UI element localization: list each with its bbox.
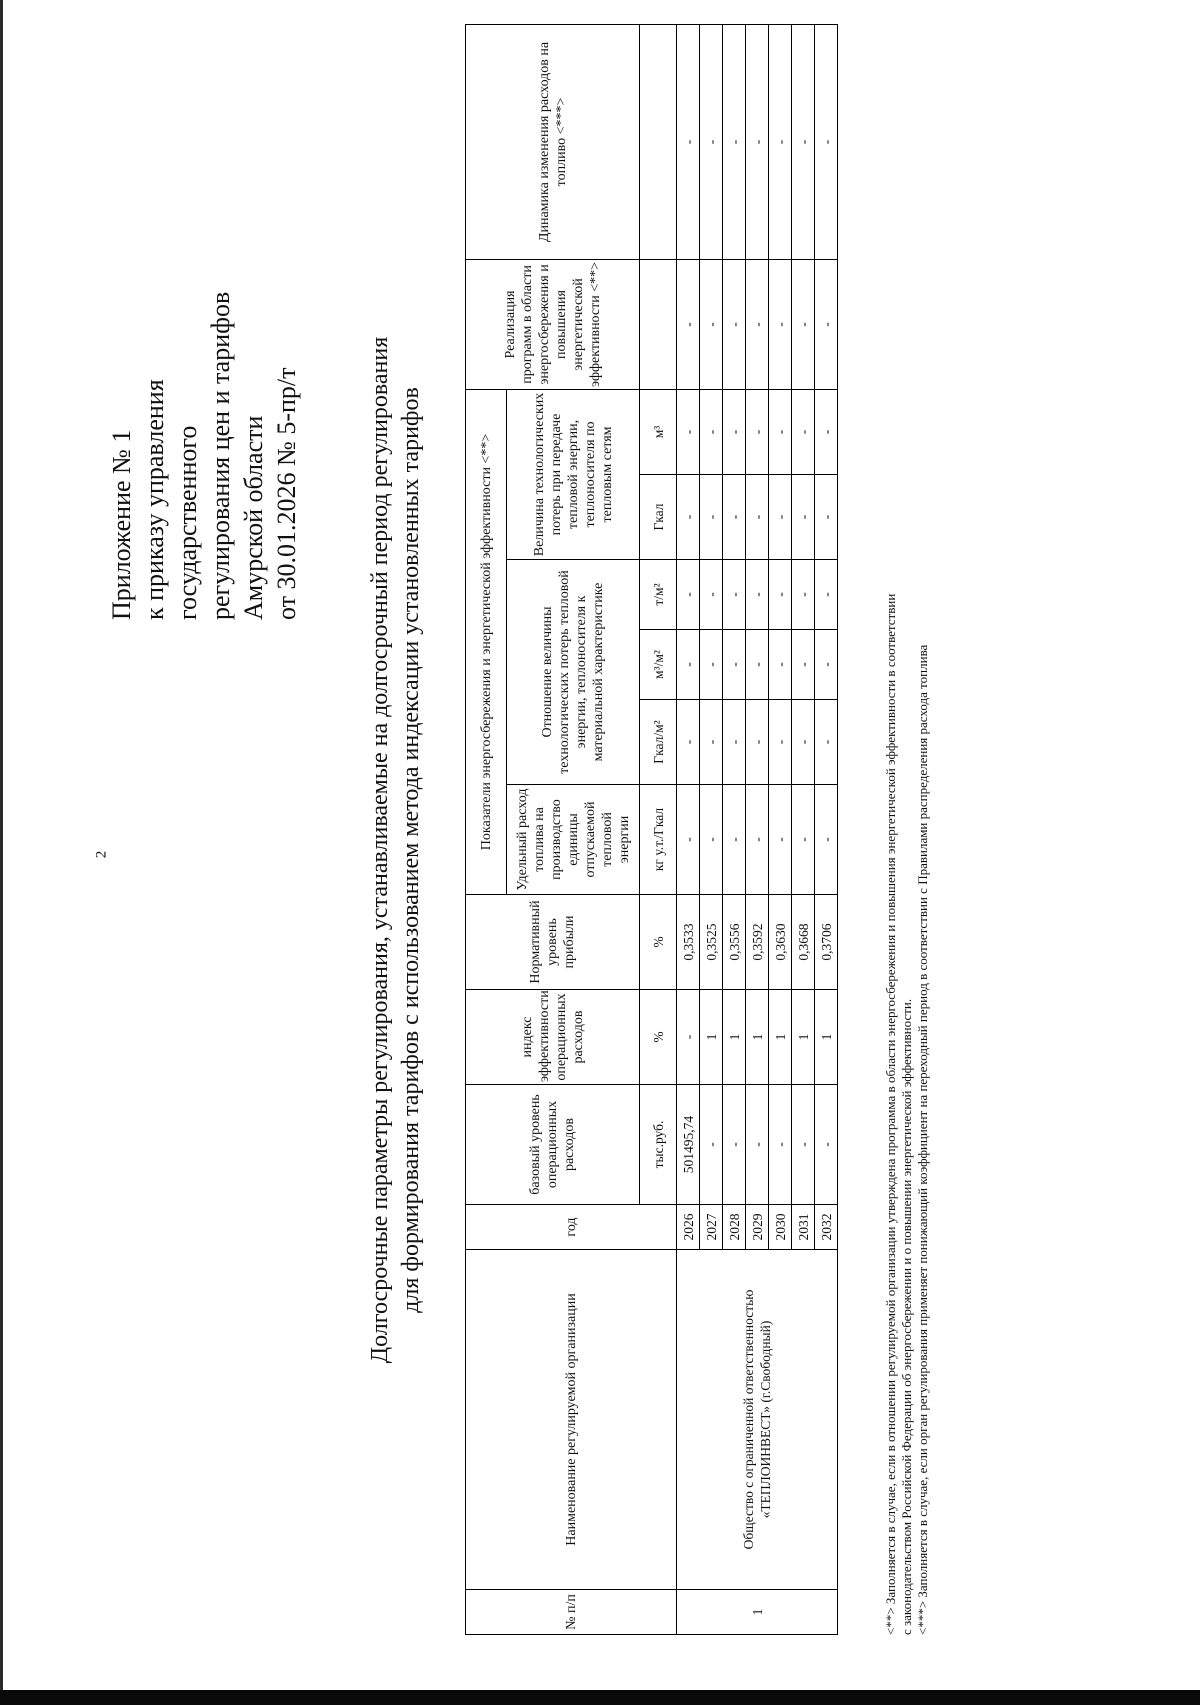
cell-losses-m3: - (792, 389, 815, 474)
cell-specific-fuel: - (723, 785, 746, 895)
cell-programs: - (746, 259, 769, 389)
cell-profit: 0,3533 (677, 895, 700, 990)
unit-losses-m3: м³ (640, 389, 677, 474)
appendix-line: государственного (173, 425, 202, 620)
cell-specific-fuel: - (700, 785, 723, 895)
cell-index: 1 (769, 990, 792, 1085)
unit-ratio-m3: м³/м² (640, 630, 677, 700)
appendix-line: к приказу управления (140, 379, 169, 620)
cell-programs: - (815, 259, 838, 389)
cell-ratio-m3: - (677, 630, 700, 700)
org-name: Общество с ограниченной ответственностью «ТЕПЛОИНВЕСТ» (г.Свободный) (677, 1250, 838, 1590)
cell-programs: - (769, 259, 792, 389)
cell-fuel-dynamics: - (677, 24, 700, 259)
footnote-2: <***> Заполняется в случае, если орган регулирования применяет понижающий коэффициент на переходный период в соответствии с Правилами распределения расхода топлива (915, 644, 930, 1635)
cell-ratio-m3: - (792, 630, 815, 700)
appendix-block (105, 20, 303, 620)
cell-ratio-t: - (769, 560, 792, 630)
cell-index: 1 (700, 990, 723, 1085)
rotated-page (20, 10, 1180, 1680)
appendix-line: от 30.01.2026 № 5-пр/т (272, 367, 301, 620)
cell-ratio-gcal: - (723, 700, 746, 785)
cell-ratio-m3: - (700, 630, 723, 700)
cell-fuel-dynamics: - (792, 24, 815, 259)
title-line-2: для формирования тарифов с использованием метода индексации установленных тарифов (398, 387, 424, 1313)
cell-programs: - (700, 259, 723, 389)
unit-base: тыс.руб. (640, 1085, 677, 1205)
cell-ratio-t: - (746, 560, 769, 630)
cell-ratio-t: - (792, 560, 815, 630)
header-losses: Величина технологических потерь при передаче тепловой энергии, теплоносителя по тепловым сетям (507, 389, 640, 559)
cell-base: - (792, 1085, 815, 1205)
header-ratio: Отношение величины технологических потерь тепловой энергии, теплоносителя к материальной характеристике (507, 560, 640, 785)
scan-bottom-edge (0, 1690, 1200, 1705)
cell-ratio-t: - (677, 560, 700, 630)
cell-base: - (746, 1085, 769, 1205)
cell-programs: - (792, 259, 815, 389)
cell-base: - (769, 1085, 792, 1205)
header-row-1 (466, 24, 507, 1634)
appendix-line: Приложение № 1 (107, 429, 136, 620)
header-specific-fuel: Удельный расход топлива на производство единицы отпускаемой тепловой энергии (507, 785, 640, 895)
cell-programs: - (677, 259, 700, 389)
cell-index: 1 (815, 990, 838, 1085)
cell-ratio-t: - (723, 560, 746, 630)
cell-index: 1 (746, 990, 769, 1085)
unit-programs (640, 259, 677, 389)
cell-ratio-gcal: - (677, 700, 700, 785)
cell-base: - (815, 1085, 838, 1205)
cell-losses-gcal: - (746, 475, 769, 560)
cell-profit: 0,3556 (723, 895, 746, 990)
cell-fuel-dynamics: - (815, 24, 838, 259)
cell-ratio-t: - (815, 560, 838, 630)
cell-base: - (723, 1085, 746, 1205)
cell-profit: 0,3668 (792, 895, 815, 990)
cell-ratio-gcal: - (815, 700, 838, 785)
cell-profit: 0,3525 (700, 895, 723, 990)
cell-ratio-gcal: - (792, 700, 815, 785)
cell-ratio-gcal: - (700, 700, 723, 785)
header-fuel-dynamics: Динамика изменения расходов на топливо <***> (466, 24, 640, 259)
page-number: 2 (93, 850, 110, 859)
cell-losses-m3: - (815, 389, 838, 474)
cell-losses-gcal: - (815, 475, 838, 560)
unit-index: % (640, 990, 677, 1085)
cell-year: 2028 (723, 1205, 746, 1250)
cell-ratio-m3: - (746, 630, 769, 700)
document-title (365, 100, 427, 1600)
footnote-1-line-1: <**> Заполняется в случае, если в отношении регулируемой организации утверждена программа в области энергосбережения и повышения энергетической эффективности в соответствии (883, 593, 898, 1635)
header-base: базовый уровень операционных расходов (466, 1085, 640, 1205)
cell-losses-gcal: - (723, 475, 746, 560)
cell-fuel-dynamics: - (723, 24, 746, 259)
header-year: год (466, 1205, 677, 1250)
unit-losses-gcal: Гкал (640, 475, 677, 560)
scan-left-edge (0, 0, 3, 1690)
header-org: Наименование регулируемой организации (466, 1250, 677, 1590)
org-number: 1 (677, 1590, 838, 1635)
cell-losses-m3: - (723, 389, 746, 474)
cell-year: 2032 (815, 1205, 838, 1250)
cell-year: 2027 (700, 1205, 723, 1250)
header-num: № п/п (466, 1590, 677, 1635)
appendix-line: регулирования цен и тарифов (206, 291, 235, 620)
cell-losses-gcal: - (677, 475, 700, 560)
cell-profit: 0,3630 (769, 895, 792, 990)
cell-profit: 0,3592 (746, 895, 769, 990)
cell-losses-gcal: - (792, 475, 815, 560)
cell-specific-fuel: - (769, 785, 792, 895)
cell-losses-gcal: - (700, 475, 723, 560)
header-programs: Реализация программ в области энергосбережения и повышения энергетической эффективности <**> (466, 259, 640, 389)
cell-base: 501495,74 (677, 1085, 700, 1205)
cell-index: - (677, 990, 700, 1085)
table-row (677, 24, 700, 1634)
cell-year: 2026 (677, 1205, 700, 1250)
header-index: индекс эффективности операционных расходов (466, 990, 640, 1085)
cell-base: - (700, 1085, 723, 1205)
footnotes (883, 25, 931, 1635)
cell-ratio-m3: - (723, 630, 746, 700)
cell-profit: 0,3706 (815, 895, 838, 990)
cell-index: 1 (792, 990, 815, 1085)
cell-fuel-dynamics: - (769, 24, 792, 259)
cell-year: 2029 (746, 1205, 769, 1250)
cell-specific-fuel: - (677, 785, 700, 895)
unit-profit: % (640, 895, 677, 990)
cell-programs: - (723, 259, 746, 389)
cell-losses-m3: - (677, 389, 700, 474)
header-energy-group: Показатели энергосбережения и энергетической эффективности <**> (466, 389, 507, 894)
cell-losses-gcal: - (769, 475, 792, 560)
cell-losses-m3: - (700, 389, 723, 474)
cell-specific-fuel: - (792, 785, 815, 895)
title-line-1: Долгосрочные параметры регулирования, устанавливаемые на долгосрочный период регулирования (367, 336, 393, 1364)
unit-ratio-gcal: Гкал/м² (640, 700, 677, 785)
cell-specific-fuel: - (746, 785, 769, 895)
appendix-line: Амурской области (239, 415, 268, 620)
cell-fuel-dynamics: - (700, 24, 723, 259)
unit-fuel-dynamics (640, 24, 677, 259)
cell-losses-m3: - (746, 389, 769, 474)
cell-ratio-m3: - (815, 630, 838, 700)
cell-ratio-m3: - (769, 630, 792, 700)
cell-specific-fuel: - (815, 785, 838, 895)
cell-fuel-dynamics: - (746, 24, 769, 259)
cell-ratio-gcal: - (746, 700, 769, 785)
cell-ratio-gcal: - (769, 700, 792, 785)
cell-year: 2030 (769, 1205, 792, 1250)
cell-index: 1 (723, 990, 746, 1085)
unit-specific-fuel: кг у.т./Гкал (640, 785, 677, 895)
cell-ratio-t: - (700, 560, 723, 630)
cell-year: 2031 (792, 1205, 815, 1250)
parameters-table (465, 24, 838, 1635)
unit-ratio-t: т/м² (640, 560, 677, 630)
header-profit: Нормативный уровень прибыли (466, 895, 640, 990)
cell-losses-m3: - (769, 389, 792, 474)
footnote-1-line-2: с законодательством Российской Федерации об энергосбережении и о повышении энергетической эффективности. (899, 998, 914, 1635)
